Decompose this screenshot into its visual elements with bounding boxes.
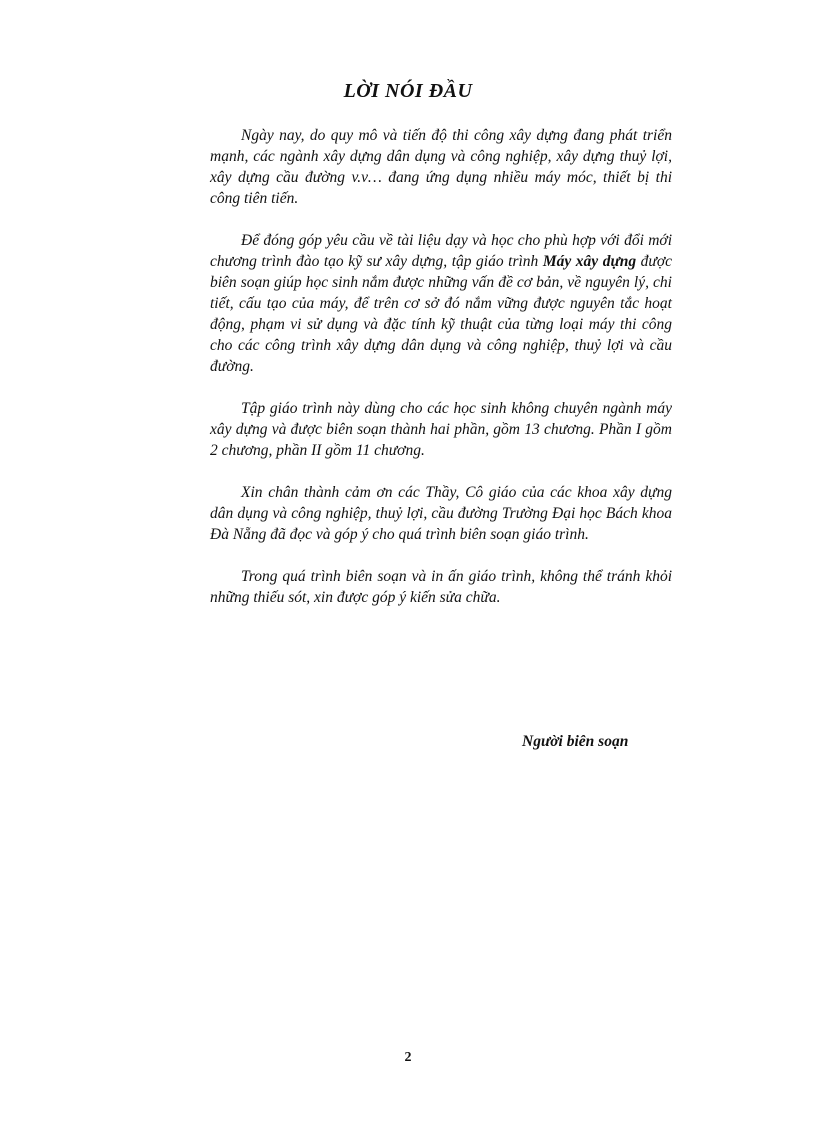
paragraph-2: [210, 230, 672, 377]
paragraph-2-text-before: Để đóng góp yêu cầu về tài liệu dạy và học cho phù hợp với đổi mới chương trình đào tạo kỹ sư xây dựng, tập giáo trình: [210, 232, 672, 270]
preface-body: [210, 125, 672, 629]
book-title-emphasis: Máy xây dựng: [542, 253, 637, 270]
author-signature: Người biên soạn: [522, 733, 629, 750]
page-number: 2: [404, 1050, 412, 1065]
paragraph-4: Xin chân thành cảm ơn các Thầy, Cô giáo của các khoa xây dựng dân dụng và công nghiệp, thuỷ lợi, cầu đường Trường Đại học Bách khoa Đà Nẵng đã đọc và góp ý cho quá trình biên soạn giáo trình.: [210, 484, 672, 543]
paragraph-5: Trong quá trình biên soạn và in ấn giáo trình, không thể tránh khỏi những thiếu sót, xin được góp ý kiến sửa chữa.: [210, 568, 672, 606]
paragraph-1: Ngày nay, do quy mô và tiến độ thi công xây dựng đang phát triển mạnh, các ngành xây dựng dân dụng và công nghiệp, xây dựng thuỷ lợi, xây dựng cầu đường v.v… đang ứng dụng nhiều máy móc, thiết bị thi công tiên tiến.: [210, 127, 672, 207]
page-title: LỜI NÓI ĐẦU: [343, 80, 473, 102]
paragraph-2-text-after: được biên soạn giúp học sinh nắm được những vấn đề cơ bản, về nguyên lý, chi tiết, cấu tạo của máy, để trên cơ sở đó nắm vững được nguyên tắc hoạt động, phạm vi sử dụng và đặc tính kỹ thuật của từng loại máy thi công cho các công trình xây dựng dân dụng và công nghiệp, thuỷ lợi và cầu đường.: [210, 253, 673, 375]
paragraph-3: Tập giáo trình này dùng cho các học sinh không chuyên ngành máy xây dựng và được biên soạn thành hai phần, gồm 13 chương. Phần I gồm 2 chương, phần II gồm 11 chương.: [210, 400, 672, 459]
